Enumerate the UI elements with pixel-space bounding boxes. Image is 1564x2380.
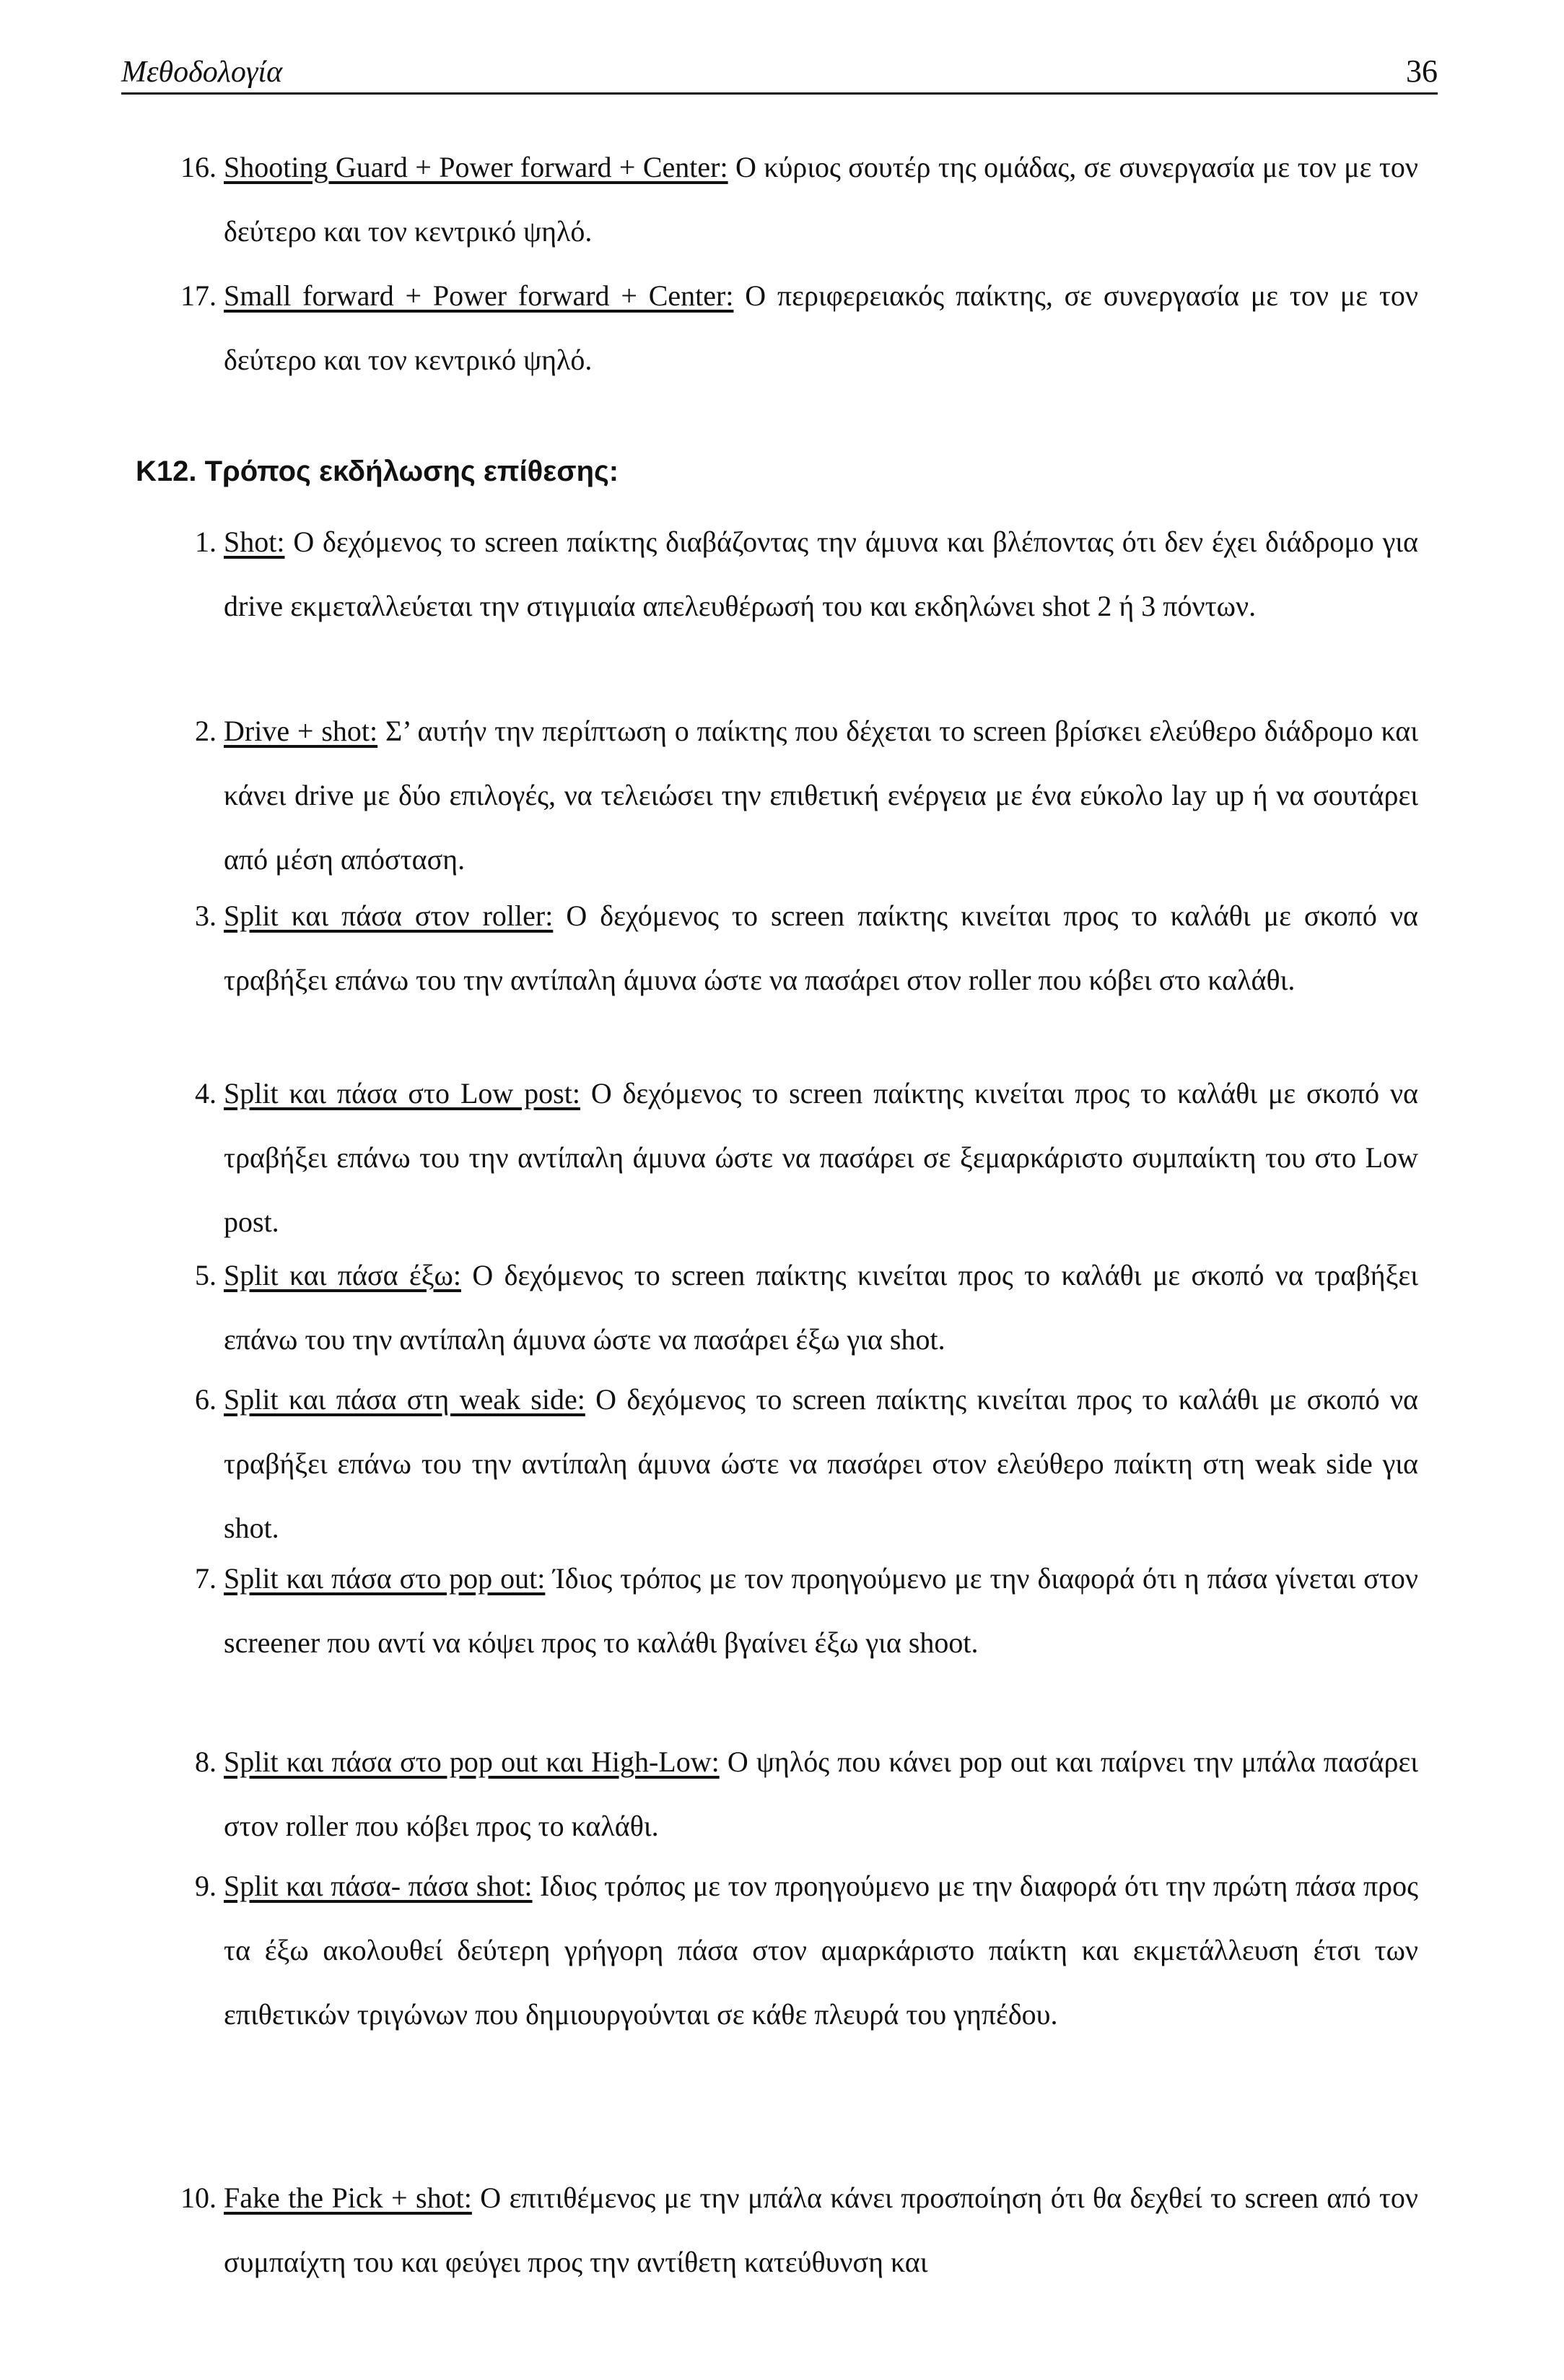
item-number: 2. bbox=[195, 715, 217, 747]
item-number: 3. bbox=[195, 899, 217, 932]
item-term: Split και πάσα στο pop out: bbox=[224, 1562, 546, 1595]
item-text: Ο δεχόμενος το screen παίκτης κινείται προς το καλάθι με σκοπό να τραβήξει επάνω του την αντίπαλη άμυνα ώστε να πασάρει στον roller που κόβει στο καλάθι. bbox=[224, 899, 1418, 996]
item-term: Split και πάσα στον roller: bbox=[224, 899, 554, 932]
list-item-8 bbox=[195, 1730, 1419, 1858]
item-text: Ο δεχόμενος το screen παίκτης κινείται προς το καλάθι με σκοπό να τραβήξει επάνω του την αντίπαλη άμυνα ώστε να πασάρει στον ελεύθερο παίκτη στη weak side για shot. bbox=[224, 1383, 1419, 1544]
item-term: Drive + shot: bbox=[224, 715, 378, 747]
item-number: 7. bbox=[195, 1562, 217, 1595]
item-term: Split και πάσα στη weak side: bbox=[224, 1383, 585, 1416]
list-item-2 bbox=[195, 699, 1418, 892]
item-text: Ο δεχόμενος το screen παίκτης κινείται προς το καλάθι με σκοπό να τραβήξει επάνω του την αντίπαλη άμυνα ώστε να πασάρει έξω για shot. bbox=[224, 1259, 1418, 1356]
item-term: Fake the Pick + shot: bbox=[224, 2181, 472, 2214]
item-number: 17. bbox=[180, 279, 217, 312]
item-text: Σ’ αυτήν την περίπτωση ο παίκτης που δέχεται το screen βρίσκει ελεύθερο διάδρομο και κάνει drive με δύο επιλογές, να τελειώσει την επιθετική ενέργεια με ένα εύκολο lay up ή να σουτάρει από μέση απόσταση. bbox=[224, 715, 1418, 876]
item-term: Split και πάσα- πάσα shot: bbox=[224, 1870, 533, 1902]
item-term: Shooting Guard + Power forward + Center: bbox=[224, 151, 728, 183]
list-item-6 bbox=[195, 1367, 1419, 1560]
item-term: Split και πάσα έξω: bbox=[224, 1259, 461, 1291]
page-number: 36 bbox=[1406, 53, 1438, 89]
list-item-3 bbox=[195, 884, 1418, 1012]
list-item-17 bbox=[180, 263, 1418, 392]
item-text: Ο επιτιθέμενος με την μπάλα κάνει προσποίηση ότι θα δεχθεί το screen από τον συμπαίχτη του και φεύγει προς την αντίθετη κατεύθυνση και bbox=[224, 2181, 1418, 2278]
list-item-9 bbox=[195, 1854, 1418, 2046]
item-number: 5. bbox=[195, 1259, 217, 1291]
item-number: 6. bbox=[195, 1383, 217, 1416]
item-number: 10. bbox=[180, 2181, 217, 2214]
item-text: Ο δεχόμενος το screen παίκτης διαβάζοντας την άμυνα και βλέποντας ότι δεν έχει διάδρομο για drive εκμεταλλεύεται την στιγμιαία απελευθέρωσή του και εκδηλώνει shot 2 ή 3 πόντων. bbox=[224, 526, 1418, 622]
list-item-10 bbox=[180, 2166, 1418, 2294]
item-text: Ο κύριος σουτέρ της ομάδας, σε συνεργασία με τον με τον δεύτερο και τον κεντρικό ψηλό. bbox=[224, 151, 1418, 248]
item-number: 16. bbox=[180, 151, 217, 183]
page-header bbox=[121, 42, 1438, 95]
list-item-5 bbox=[195, 1243, 1418, 1372]
item-term: Shot: bbox=[224, 526, 285, 558]
item-term: Split και πάσα στο Low post: bbox=[224, 1077, 580, 1110]
item-number: 9. bbox=[195, 1870, 217, 1902]
list-item-4 bbox=[195, 1061, 1419, 1254]
item-text: Ο περιφερειακός παίκτης, σε συνεργασία με τον με τον δεύτερο και τον κεντρικό ψηλό. bbox=[224, 279, 1418, 376]
item-text: Ιδιος τρόπος με τον προηγούμενο με την διαφορά ότι την πρώτη πάσα προς τα έξω ακολουθεί δεύτερη γρήγορη πάσα στον αμαρκάριστο παίκτη και εκμετάλλευση έτσι των επιθετικών τριγώνων που δημιουργούνται σε κάθε πλευρά του γηπέδου. bbox=[224, 1870, 1418, 2031]
item-text: Ο δεχόμενος το screen παίκτης κινείται προς το καλάθι με σκοπό να τραβήξει επάνω του την αντίπαλη άμυνα ώστε να πασάρει σε ξεμαρκάριστο συμπαίκτη του στο Low post. bbox=[224, 1077, 1419, 1238]
item-text: Ο ψηλός που κάνει pop out και παίρνει την μπάλα πασάρει στον roller που κόβει προς το καλάθι. bbox=[224, 1745, 1419, 1842]
item-term: Split και πάσα στο pop out και High-Low: bbox=[224, 1745, 720, 1778]
list-item-1 bbox=[195, 510, 1418, 638]
list-item-16 bbox=[180, 135, 1418, 263]
item-term: Small forward + Power forward + Center: bbox=[224, 279, 734, 312]
section-heading: K12. Τρόπος εκδήλωσης επίθεσης: bbox=[136, 455, 619, 487]
item-number: 4. bbox=[195, 1077, 217, 1110]
item-text: Ίδιος τρόπος με τον προηγούμενο με την διαφορά ότι η πάσα γίνεται στον screener που αντί να κόψει προς το καλάθι βγαίνει έξω για shoot. bbox=[224, 1562, 1418, 1659]
item-number: 8. bbox=[195, 1745, 217, 1778]
list-item-7 bbox=[195, 1546, 1418, 1675]
item-number: 1. bbox=[195, 526, 217, 558]
running-header-title: Μεθοδολογία bbox=[121, 56, 283, 89]
